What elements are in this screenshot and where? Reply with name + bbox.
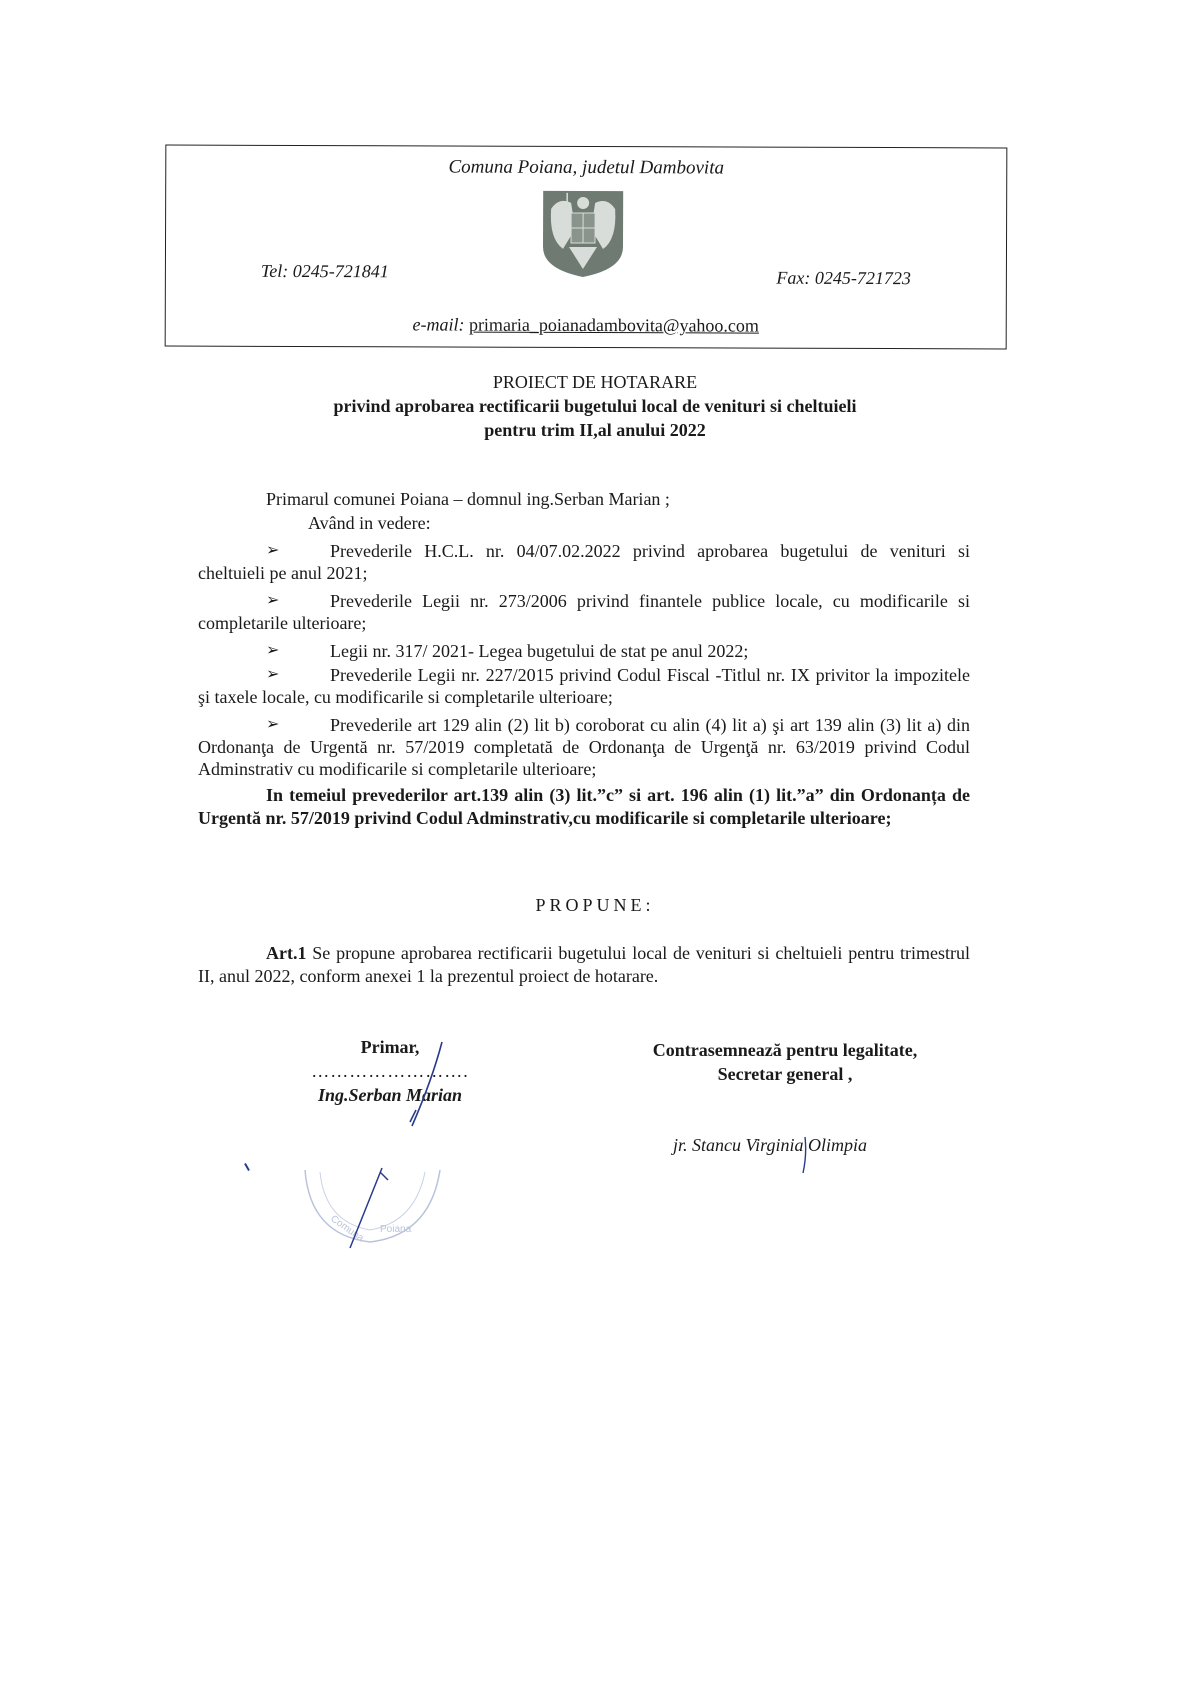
arrow-bullet-icon: ➢ bbox=[266, 592, 280, 609]
document-title bbox=[200, 370, 990, 442]
intro-paragraph: Primarul comunei Poiana – domnul ing.Serban Marian ; bbox=[266, 489, 670, 509]
propune-heading: PROPUNE: bbox=[535, 895, 655, 915]
title-line-3: pentru trim II,al anului 2022 bbox=[484, 420, 706, 440]
legal-basis-paragraph: In temeiul prevederilor art.139 alin (3) lit.”c” si art. 196 alin (1) lit.”a” din Ordonanța de Urgentă nr. 57/2019 privind Codul Adminstrativ,cu modificarile si completarile ulterioare; bbox=[198, 785, 970, 828]
list-item: ➢ Legii nr. 317/ 2021- Legea bugetului de stat pe anul 2022; bbox=[266, 641, 749, 661]
fax-number: Fax: 0245-721723 bbox=[776, 267, 911, 289]
romanian-coat-of-arms-icon bbox=[541, 189, 625, 279]
arrow-bullet-icon: ➢ bbox=[266, 642, 280, 659]
municipality-title: Comuna Poiana, judetul Dambovita bbox=[448, 156, 725, 179]
mayor-signature-icon bbox=[392, 1040, 452, 1130]
list-item: ➢ Prevederile Legii nr. 227/2015 privind Codul Fiscal -Titlul nr. IX privitor la impozitele şi taxele locale, cu modificarile si completarile ulterioare; bbox=[198, 665, 970, 707]
list-item: ➢ Prevederile H.C.L. nr. 04/07.02.2022 privind aprobarea bugetului de venituri si cheltuieli pe anul 2021; bbox=[198, 541, 970, 583]
arrow-bullet-icon: ➢ bbox=[266, 716, 280, 733]
secretary-role: Secretar general , bbox=[717, 1064, 853, 1084]
mayor-name: Ing.Serban Marian bbox=[317, 1085, 463, 1105]
email-line bbox=[166, 314, 1006, 338]
secretary-signature-icon bbox=[795, 1135, 815, 1175]
email-link[interactable]: primaria_poianadambovita@yahoo.com bbox=[468, 314, 759, 336]
article-1 bbox=[198, 942, 970, 988]
email-label: e-mail: bbox=[412, 314, 465, 335]
signature-dots: ……………………. bbox=[311, 1061, 469, 1081]
telephone-number: Tel: 0245-721841 bbox=[260, 260, 389, 282]
title-line-2: privind aprobarea rectificarii bugetului local de venituri si cheltuieli bbox=[333, 396, 857, 416]
article-text: Se propune aprobarea rectificarii bugetului local de venituri si cheltuieli pentru trimestrul II, anul 2022, conform anexei 1 la prezentul proiect de hotarare. bbox=[198, 943, 970, 986]
considering-label: Având in vedere: bbox=[308, 513, 431, 533]
secretary-name: jr. Stancu Virginia Olimpia bbox=[672, 1135, 867, 1155]
arrow-bullet-icon: ➢ bbox=[266, 666, 280, 683]
list-item: ➢ Prevederile art 129 alin (2) lit b) coroborat cu alin (4) lit a) şi art 139 alin (3) lit a) din Ordonanţa de Urgentă nr. 57/2019 completată de Ordonanţa de Urgenţă nr. 63/2019 privind Codul Adminstrativ cu modificarile si completarile ulterioare; bbox=[198, 715, 970, 779]
article-label: Art.1 bbox=[266, 943, 307, 963]
document-body bbox=[198, 488, 970, 830]
list-item: ➢ Prevederile Legii nr. 273/2006 privind finantele publice locale, cu modificarile si completarile ulterioare; bbox=[198, 591, 970, 633]
countersign-label: Contrasemnează pentru legalitate, bbox=[652, 1040, 918, 1060]
svg-text:Poiana: Poiana bbox=[380, 1224, 412, 1235]
arrow-bullet-icon: ➢ bbox=[266, 542, 280, 559]
title-line-1: PROIECT DE HOTARARE bbox=[492, 372, 698, 392]
official-stamp-icon bbox=[290, 1160, 450, 1250]
secretary-signature-block bbox=[620, 1038, 950, 1086]
mayor-signature-block bbox=[290, 1035, 490, 1107]
svg-text:Comuna: Comuna bbox=[328, 1213, 366, 1245]
ink-mark bbox=[244, 1163, 250, 1171]
letterhead-box bbox=[165, 145, 1008, 350]
mayor-role: Primar, bbox=[360, 1037, 420, 1057]
